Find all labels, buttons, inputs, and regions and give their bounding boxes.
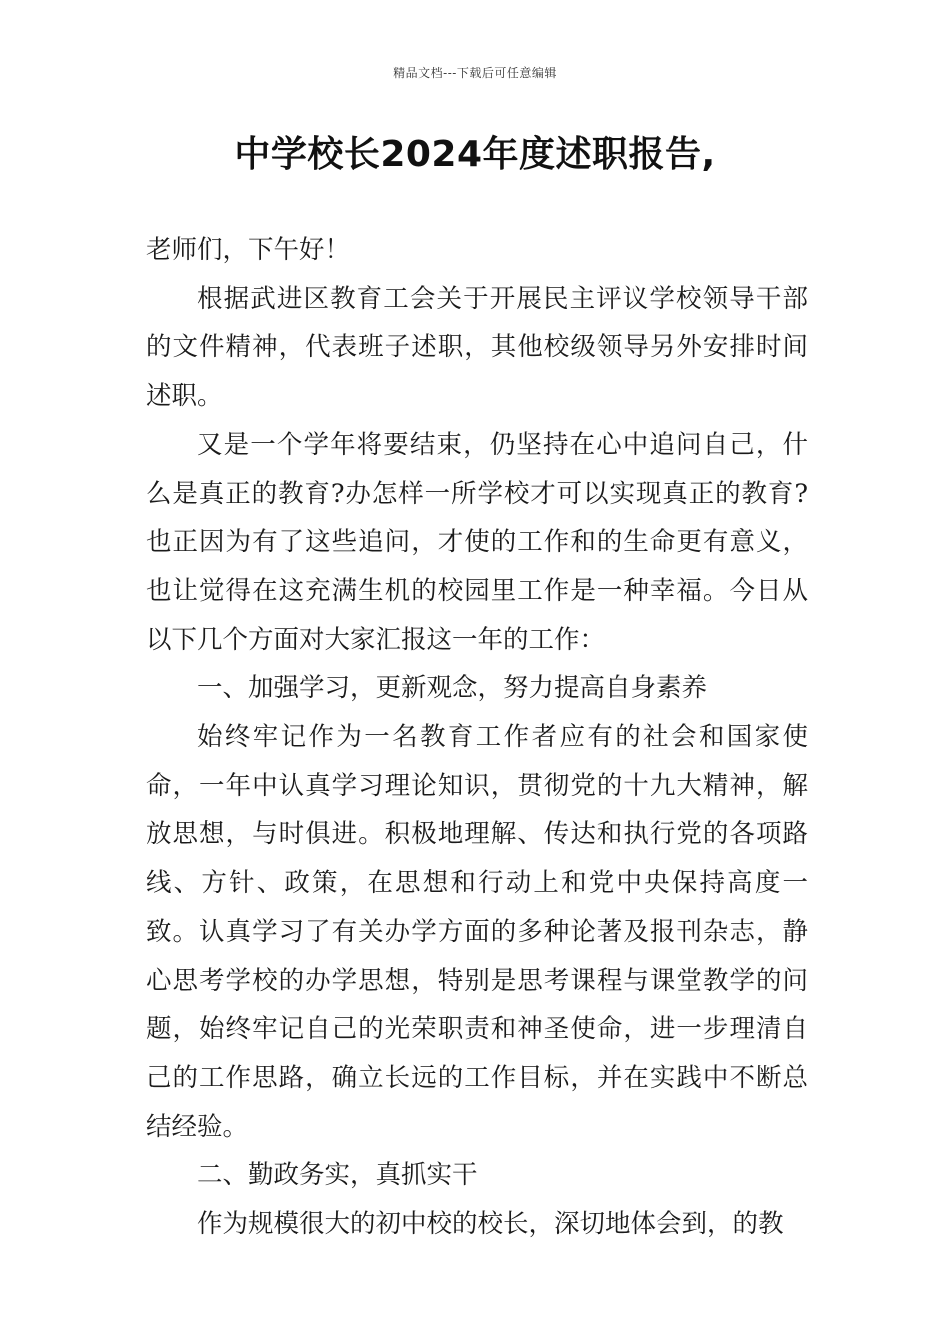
section-heading: 二、勤政务实，真抓实干 — [197, 1160, 478, 1191]
body-paragraph: 作为规模很大的初中校的校长，深切地体会到，的教 — [197, 1209, 784, 1240]
body-paragraph: 根据武进区教育工会关于开展民主评议学校领导干部的文件精神，代表班子述职，其他校级领导另外安排时间述职。 — [146, 283, 808, 412]
greeting-paragraph: 老师们，下午好！ — [146, 235, 351, 265]
document-body — [146, 226, 808, 1249]
header-note: 精品文档---下载后可任意编辑 — [393, 66, 557, 80]
body-paragraph: 又是一个学年将要结束，仍坚持在心中追问自己，什么是真正的教育?办怎样一所学校才可以实现真正的教育?也正因为有了这些追问，才使的工作和的生命更有意义，也让觉得在这充满生机的校园里工作是一种幸福。今日从以下几个方面对大家汇报这一年的工作： — [146, 429, 808, 655]
document-title: 中学校长2024年度述职报告, — [234, 134, 716, 175]
section-heading: 一、加强学习，更新观念，努力提高自身素养 — [197, 673, 708, 704]
body-paragraph: 始终牢记作为一名教育工作者应有的社会和国家使命，一年中认真学习理论知识，贯彻党的十九大精神，解放思想，与时俱进。积极地理解、传达和执行党的各项路线、方针、政策，在思想和行动上和党中央保持高度一致。认真学习了有关办学方面的多种论著及报刊杂志，静心思考学校的办学思想，特别是思考课程与课堂教学的问题，始终牢记自己的光荣职责和神圣使命，进一步理清自己的工作思路，确立长远的工作目标，并在实践中不断总结经验。 — [146, 722, 808, 1142]
